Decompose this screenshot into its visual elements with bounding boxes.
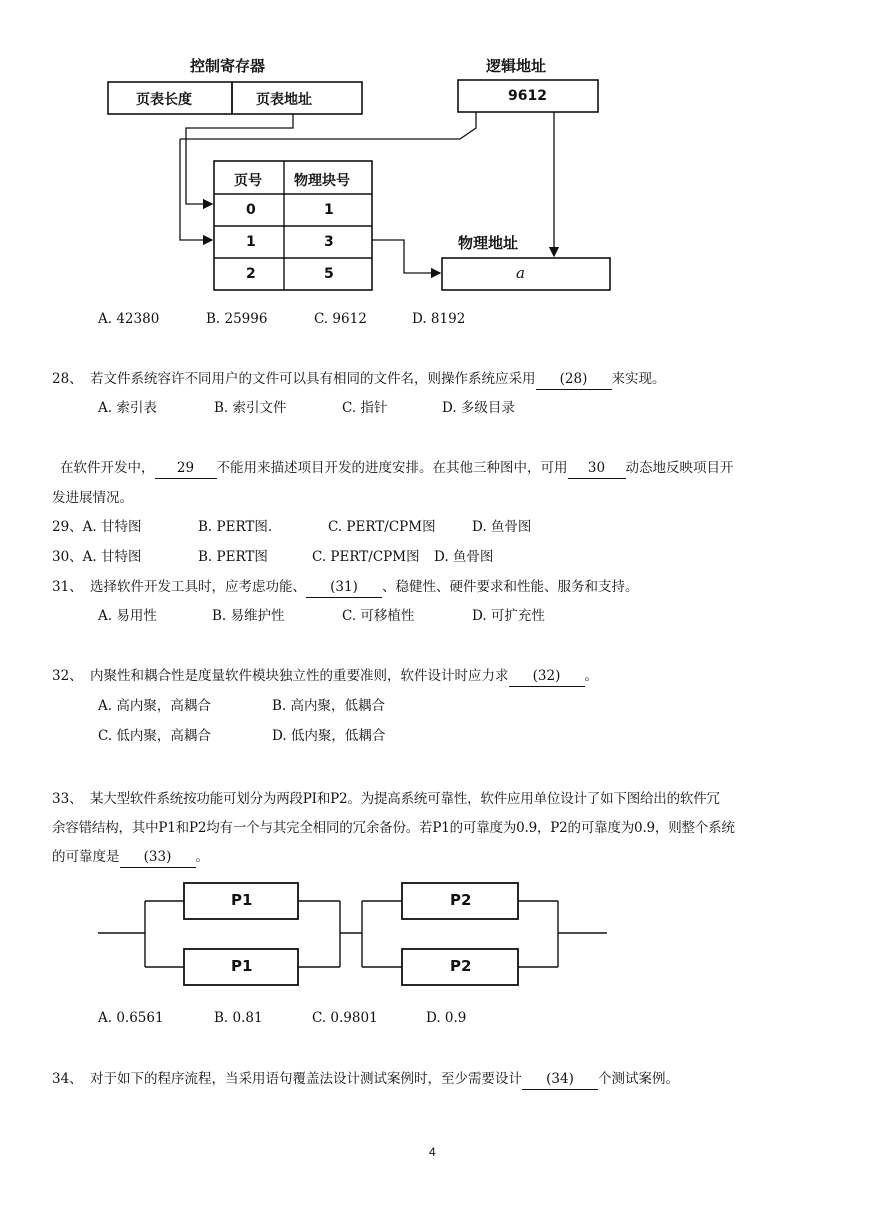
question-text: 动态地反映项目开 xyxy=(625,460,734,476)
q28-stem xyxy=(52,369,666,390)
q31-stem xyxy=(52,577,639,598)
logical-address-label: 逻辑地址 xyxy=(486,57,547,75)
option: C. 低内聚，高耦合 xyxy=(98,728,211,744)
control-register-label: 控制寄存器 xyxy=(190,57,266,75)
question-number: 34、 xyxy=(52,1071,83,1087)
option: D. 鱼骨图 xyxy=(434,549,494,565)
option: D. 8192 xyxy=(412,311,466,327)
question-text: 不能用来描述项目开发的进度安排。在其他三种图中，可用 xyxy=(216,460,568,476)
option: A. 42380 xyxy=(98,311,160,327)
q29-30-stem-line2: 发进展情况。 xyxy=(52,490,133,506)
option: D. 0.9 xyxy=(426,1010,467,1026)
option: B. 高内聚，低耦合 xyxy=(272,698,386,714)
answer-blank: (33) xyxy=(120,847,196,868)
question-text: 的可靠度是 xyxy=(52,849,120,865)
q30-options xyxy=(52,547,493,567)
option: D. 多级目录 xyxy=(442,400,515,416)
question-number: 28、 xyxy=(52,371,83,387)
p1-bottom-label: P1 xyxy=(231,957,253,975)
option: A. 0.6561 xyxy=(98,1010,164,1026)
table-cell-page: 1 xyxy=(246,234,256,250)
answer-blank: 29 xyxy=(155,458,217,479)
q34-stem xyxy=(52,1069,679,1090)
option: C. PERT/CPM图 xyxy=(328,519,436,535)
question-text: 。 xyxy=(584,668,598,684)
paging-diagram xyxy=(0,0,869,310)
answer-blank: (31) xyxy=(306,577,382,598)
q32-options-row1 xyxy=(98,696,385,716)
question-number: 33、 xyxy=(52,791,83,807)
answer-blank: 30 xyxy=(568,458,626,479)
q32-options-row2 xyxy=(98,726,385,746)
answer-blank: (34) xyxy=(522,1069,598,1090)
question-text: 个测试案例。 xyxy=(598,1071,679,1087)
option: A. 高内聚，高耦合 xyxy=(98,698,211,714)
table-cell-page: 2 xyxy=(246,266,256,282)
p2-top-label: P2 xyxy=(450,891,472,909)
option: B. 0.81 xyxy=(214,1010,263,1026)
p2-bottom-label: P2 xyxy=(450,957,472,975)
option: A. 易用性 xyxy=(98,608,157,624)
physical-address-value: a xyxy=(516,264,525,282)
option: C. 可移植性 xyxy=(342,608,415,624)
option: C. PERT/CPM图 xyxy=(312,549,420,565)
q33-stem-line1 xyxy=(52,789,720,809)
question-text: 在软件开发中， xyxy=(60,460,155,476)
p1-top-label: P1 xyxy=(231,891,253,909)
question-text: 某大型软件系统按功能可划分为两段PI和P2。为提高系统可靠性，软件应用单位设计了如下图给出的软件冗 xyxy=(90,791,720,807)
table-cell-block: 5 xyxy=(324,266,334,282)
table-cell-block: 1 xyxy=(324,202,334,218)
question-text: 内聚性和耦合性是度量软件模块独立性的重要准则，软件设计时应力求 xyxy=(90,668,509,684)
q33-stem-line3 xyxy=(52,847,209,868)
option: C. 9612 xyxy=(314,311,367,327)
q29-options xyxy=(52,517,531,537)
page-table-address-text: 页表地址 xyxy=(256,92,312,108)
option: 30、A. 甘特图 xyxy=(52,549,142,565)
option: C. 指针 xyxy=(342,400,388,416)
q32-stem xyxy=(52,666,598,687)
page-number: 4 xyxy=(429,1145,436,1159)
logical-address-value: 9612 xyxy=(508,88,547,104)
answer-blank: (28) xyxy=(536,369,612,390)
table-header-page: 页号 xyxy=(234,173,262,189)
option: B. 25996 xyxy=(206,311,268,327)
question-text: 若文件系统容许不同用户的文件可以具有相同的文件名，则操作系统应采用 xyxy=(90,371,536,387)
question-number: 32、 xyxy=(52,668,83,684)
question-text: 、稳健性、硬件要求和性能、服务和支持。 xyxy=(382,579,639,595)
question-text: 来实现。 xyxy=(611,371,666,387)
table-header-block: 物理块号 xyxy=(294,173,350,189)
physical-address-box xyxy=(442,258,610,290)
option: D. 鱼骨图 xyxy=(472,519,532,535)
page-table-length-text: 页表长度 xyxy=(136,92,192,108)
q29-30-stem xyxy=(60,458,734,479)
q33-options xyxy=(98,1008,466,1028)
option: B. 易维护性 xyxy=(212,608,285,624)
option: D. 低内聚，低耦合 xyxy=(272,728,386,744)
question-text: 。 xyxy=(195,849,209,865)
physical-address-label: 物理地址 xyxy=(458,234,519,252)
option: A. 索引表 xyxy=(98,400,157,416)
q33-stem-line2: 余容错结构，其中P1和P2均有一个与其完全相同的冗余备份。若P1的可靠度为0.9，P2的可靠度为0.9，则整个系统 xyxy=(52,820,735,836)
table-cell-block: 3 xyxy=(324,234,334,250)
option: 29、A. 甘特图 xyxy=(52,519,142,535)
option: C. 0.9801 xyxy=(312,1010,378,1026)
q27-options xyxy=(98,309,465,329)
option: D. 可扩充性 xyxy=(472,608,545,624)
question-number: 31、 xyxy=(52,579,83,595)
option: B. PERT图 xyxy=(198,549,268,565)
question-text: 选择软件开发工具时，应考虑功能、 xyxy=(90,579,306,595)
answer-blank: (32) xyxy=(509,666,585,687)
redundancy-diagram xyxy=(0,870,869,1000)
q28-options xyxy=(98,398,515,418)
question-text: 对于如下的程序流程，当采用语句覆盖法设计测试案例时，至少需要设计 xyxy=(90,1071,522,1087)
table-cell-page: 0 xyxy=(246,202,256,218)
option: B. 索引文件 xyxy=(214,400,287,416)
option: B. PERT图. xyxy=(198,519,273,535)
q31-options xyxy=(98,606,545,626)
